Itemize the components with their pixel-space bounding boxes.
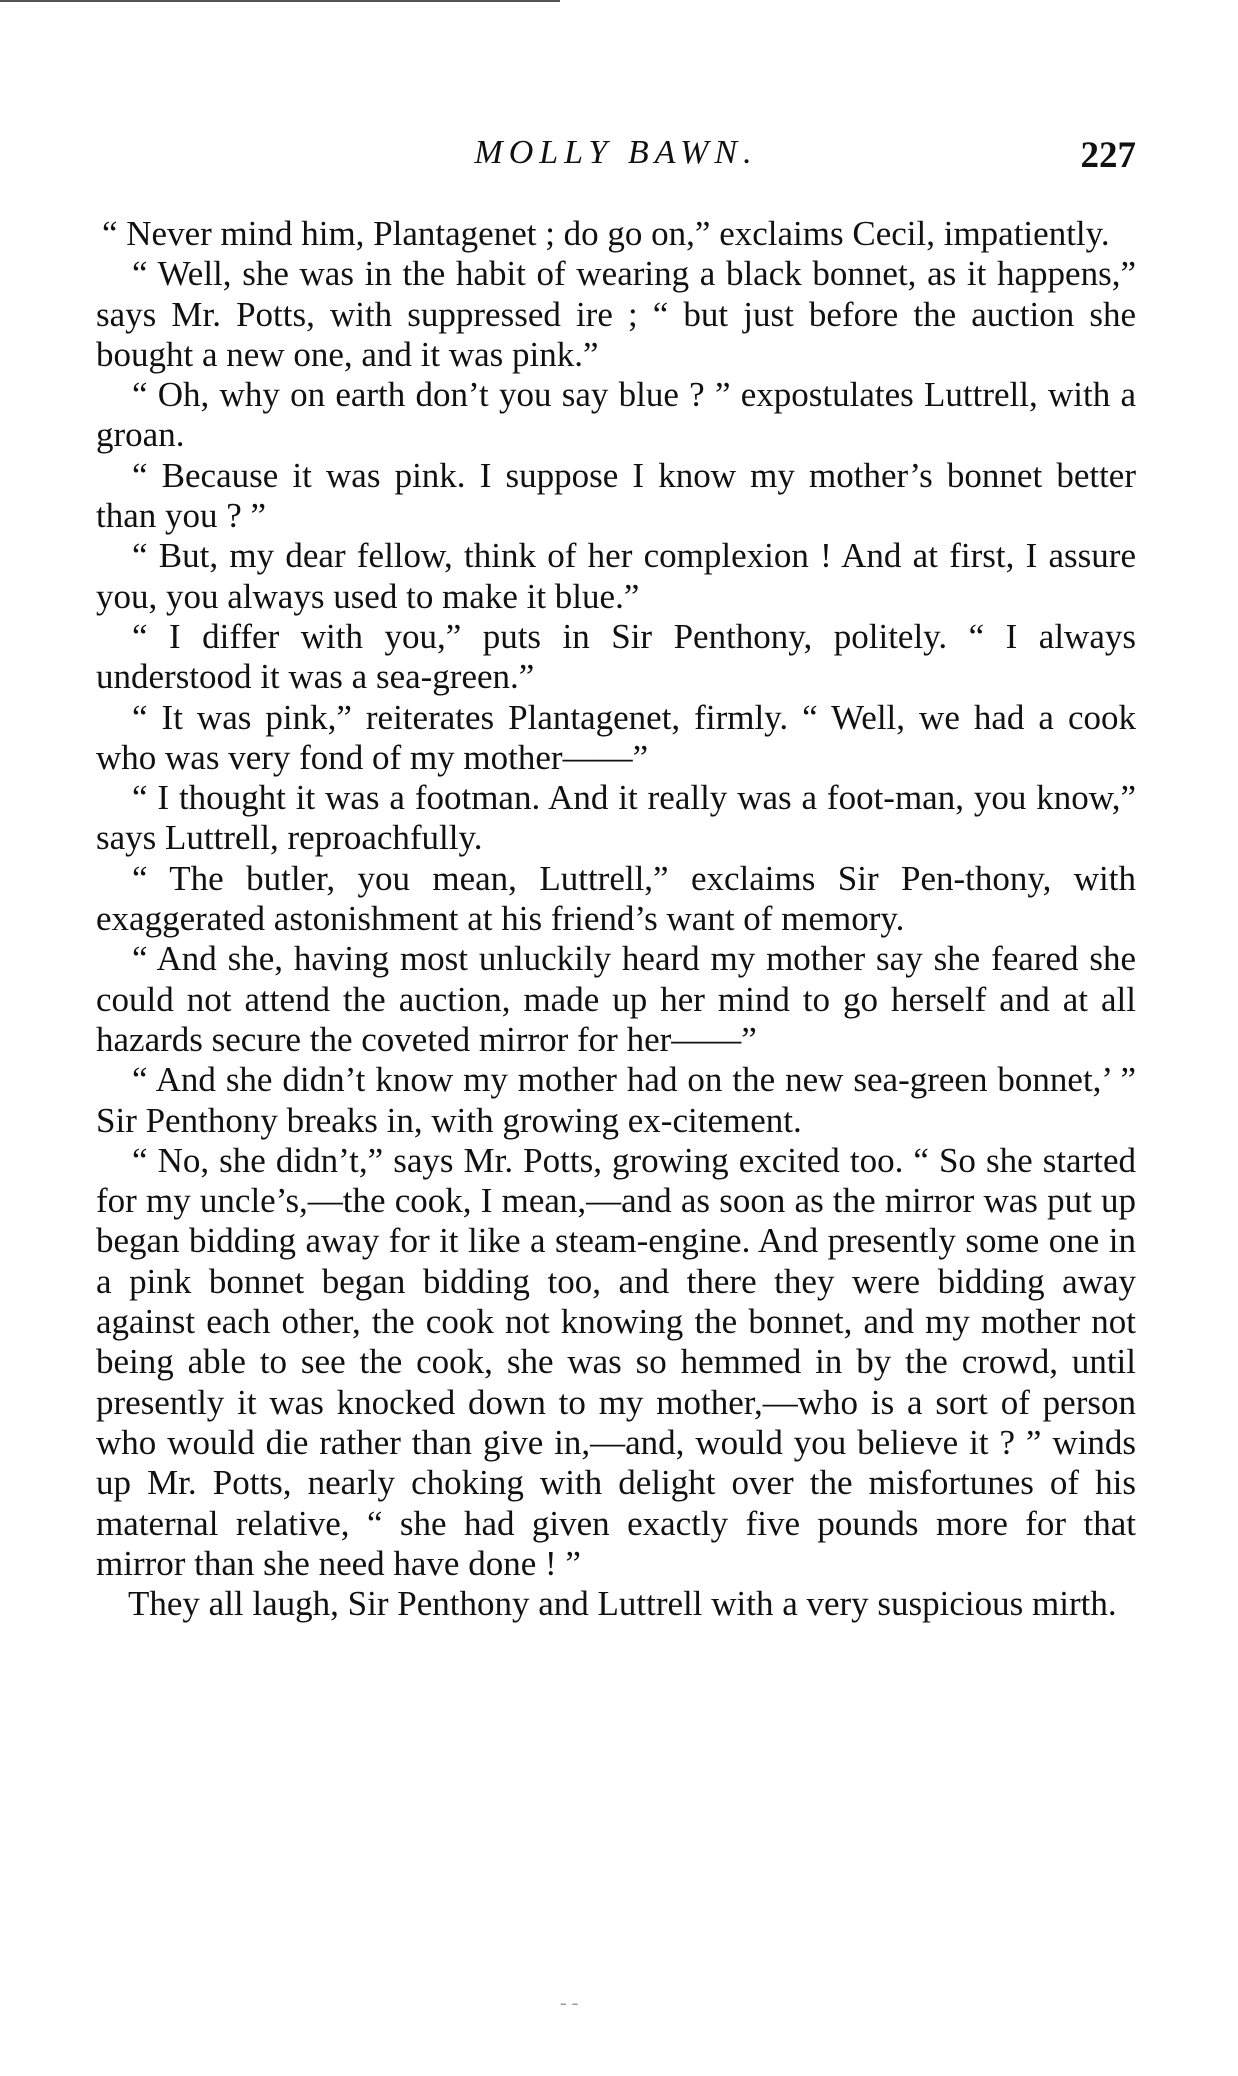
top-rule [0,0,560,2]
paragraph-13: They all laugh, Sir Penthony and Luttrell with a very suspicious mirth. [128,1584,1117,1624]
paragraph-12: “ No, she didn’t,” says Mr. Potts, growing excited too. “ So she started for my uncle’s,—the cook, I mean,—and as soon as the mirror was put up began bidding away for it like a steam-engine. And presently some one in a pink bonnet began bidding too, and there they were bidding away against each other, the cook not knowing the bonnet, and my mother not being able to see the cook, she was so hemmed in by the crowd, until presently it was knocked down to my mother,—who is a sort of person who would die rather than give in,—and, would you believe it ? ” winds up Mr. Potts, nearly choking with delight over the misfortunes of his maternal relative, “ she had given exactly five pounds more for that mirror than she need have done ! ” [96,1140,1136,1583]
paragraph-4: “ Because it was pink. I suppose I know my mother’s bonnet better than you ? ” [96,455,1136,536]
paragraph-9: “ The butler, you mean, Luttrell,” exclaims Sir Pen-thony, with exaggerated astonishment at his friend’s want of memory. [96,858,1136,939]
paragraph-3: “ Oh, why on earth don’t you say blue ? ” expostulates Luttrell, with a groan. [96,375,1136,455]
body-text [96,214,1136,1624]
paragraph-10: “ And she, having most unluckily heard my mother say she feared she could not attend the auction, made up her mind to go herself and at all hazards secure the coveted mirror for her——” [96,939,1136,1059]
page-number: 227 [1080,135,1136,176]
paragraph-2: “ Well, she was in the habit of wearing a black bonnet, as it happens,” says Mr. Potts, with suppressed ire ; “ but just before the auction she bought a new one, and it was pink.” [96,254,1136,374]
page-header [96,134,1136,184]
paragraph-5: “ But, my dear fellow, think of her complexion ! And at first, I assure you, you always used to make it blue.” [96,536,1136,616]
running-title: MOLLY BAWN. [474,134,758,171]
footer-smudge: ‐ ‐ [560,1992,579,2014]
paragraph-1: “ Never mind him, Plantagenet ; do go on,” exclaims Cecil, impatiently. [102,214,1110,253]
paragraph-7: “ It was pink,” reiterates Plantagenet, firmly. “ Well, we had a cook who was very fond of my mother——” [96,697,1136,777]
paragraph-6: “ I differ with you,” puts in Sir Penthony, politely. “ I always understood it was a sea-green.” [96,616,1136,697]
paragraph-11: “ And she didn’t know my mother had on the new sea-green bonnet,’ ” Sir Penthony breaks in, with growing ex-citement. [96,1060,1136,1140]
paragraph-8: “ I thought it was a footman. And it really was a foot-man, you know,” says Luttrell, reproachfully. [96,778,1136,858]
